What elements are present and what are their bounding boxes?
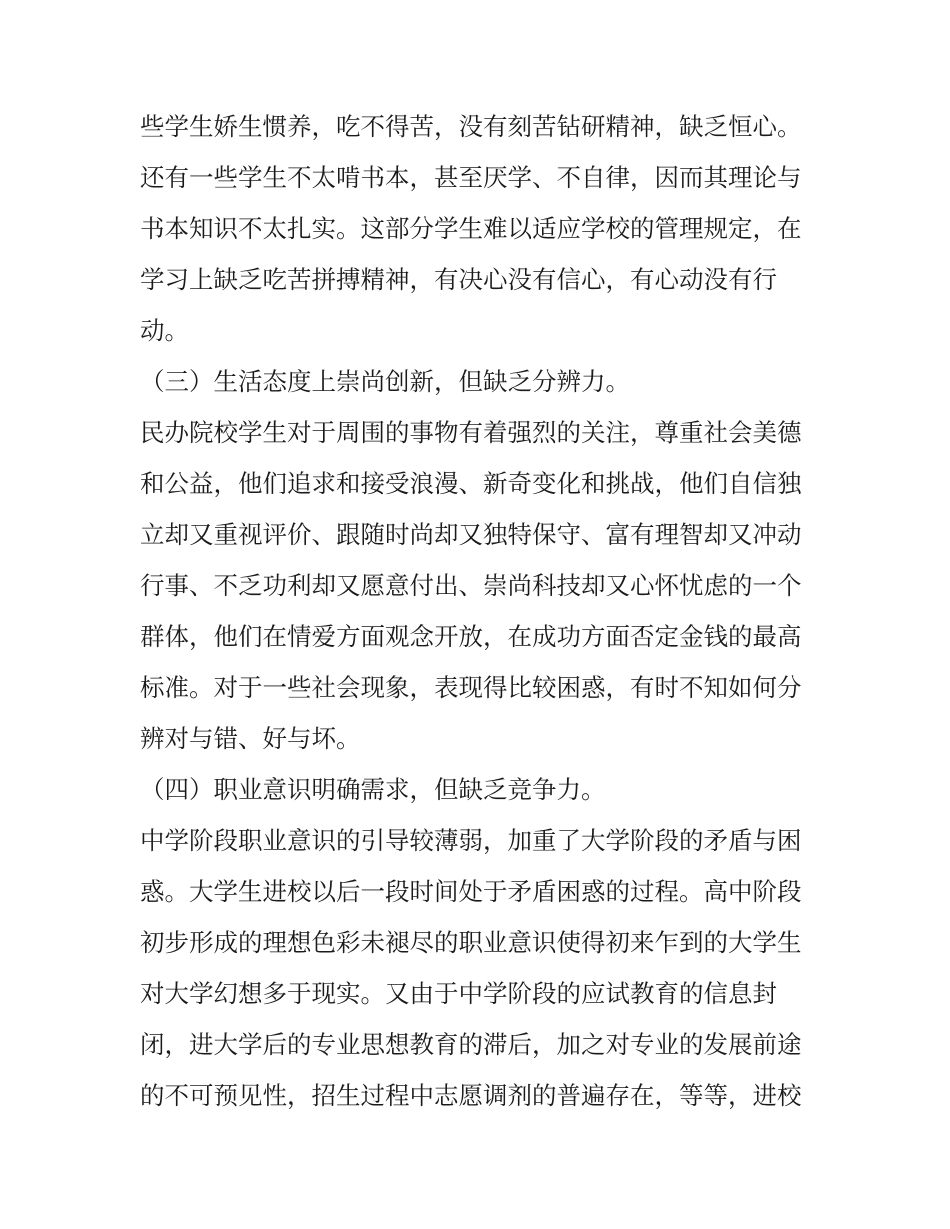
text-line: 对大学幻想多于现实。又由于中学阶段的应试教育的信息封 — [140, 979, 777, 1008]
text-line: 民办院校学生对于周围的事物有着强烈的关注，尊重社会美德 — [140, 418, 802, 447]
text-line: 惑。大学生进校以后一段时间处于矛盾困惑的过程。高中阶段 — [140, 877, 802, 906]
text-line: 学习上缺乏吃苦拼搏精神，有决心没有信心，有心动没有行 — [140, 265, 777, 294]
text-line: 些学生娇生惯养，吃不得苦，没有刻苦钻研精神，缺乏恒心。 — [140, 112, 802, 141]
section-heading: （三）生活态度上崇尚创新，但缺乏分辨力。 — [140, 367, 630, 396]
text-line: 动。 — [140, 316, 189, 345]
text-line: 辨对与错、好与坏。 — [140, 724, 361, 753]
section-heading: （四）职业意识明确需求，但缺乏竞争力。 — [140, 775, 606, 804]
text-line: 闭，进大学后的专业思想教育的滞后，加之对专业的发展前途 — [140, 1030, 802, 1059]
text-line: 立却又重视评价、跟随时尚却又独特保守、富有理智却又冲动 — [140, 520, 802, 549]
text-line: 还有一些学生不太啃书本，甚至厌学、不自律，因而其理论与 — [140, 163, 802, 192]
body-text — [140, 101, 830, 1121]
text-line: 初步形成的理想色彩未褪尽的职业意识使得初来乍到的大学生 — [140, 928, 802, 957]
text-line: 的不可预见性，招生过程中志愿调剂的普遍存在，等等，进校 — [140, 1081, 802, 1110]
text-line: 标准。对于一些社会现象，表现得比较困惑，有时不知如何分 — [140, 673, 802, 702]
text-line: 行事、不乏功利却又愿意付出、崇尚科技却又心怀忧虑的一个 — [140, 571, 802, 600]
text-line: 书本知识不太扎实。这部分学生难以适应学校的管理规定，在 — [140, 214, 802, 243]
text-line: 和公益，他们追求和接受浪漫、新奇变化和挑战，他们自信独 — [140, 469, 802, 498]
text-line: 中学阶段职业意识的引导较薄弱，加重了大学阶段的矛盾与困 — [140, 826, 802, 855]
text-line: 群体，他们在情爱方面观念开放，在成功方面否定金钱的最高 — [140, 622, 802, 651]
